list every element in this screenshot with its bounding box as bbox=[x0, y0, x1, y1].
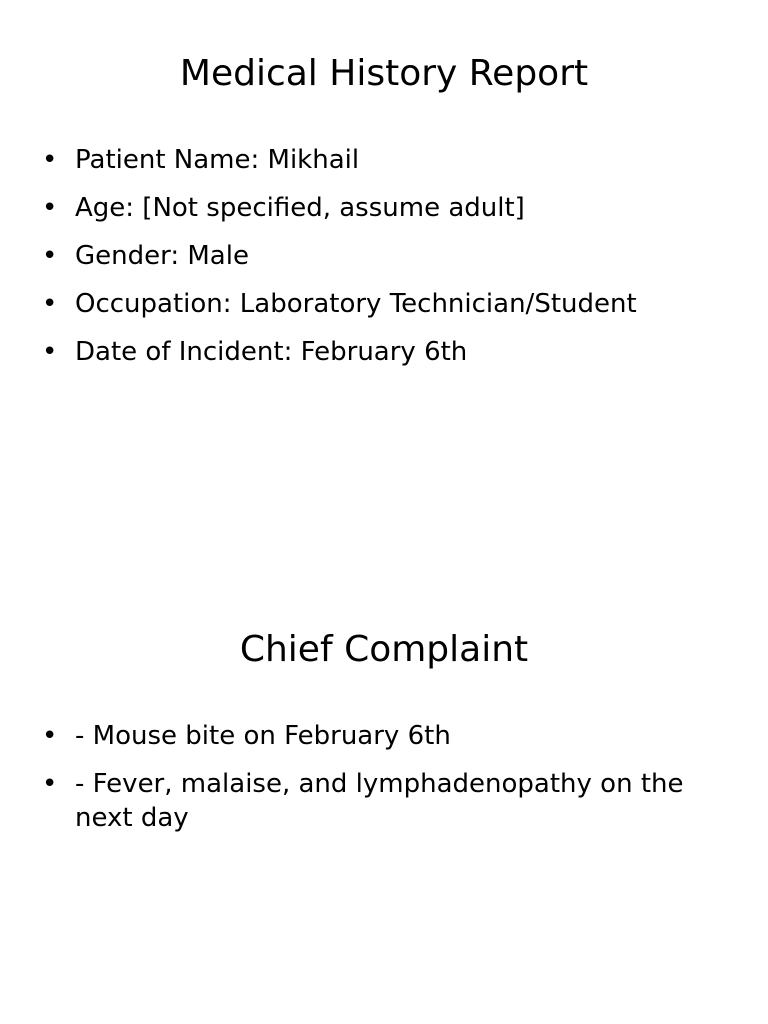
list-item bbox=[40, 719, 730, 753]
bullet-icon: • bbox=[42, 145, 58, 175]
bullet-icon: • bbox=[42, 337, 58, 367]
list-item bbox=[40, 143, 730, 177]
bullet-icon: • bbox=[42, 241, 58, 271]
bullet-icon: • bbox=[42, 193, 58, 223]
list-item bbox=[40, 767, 730, 835]
list-item bbox=[40, 287, 730, 321]
list-item-text: Patient Name: Mikhail bbox=[75, 145, 360, 175]
slide-title: Medical History Report bbox=[179, 53, 589, 94]
slide-title: Chief Complaint bbox=[239, 629, 529, 670]
bullet-icon: • bbox=[42, 769, 58, 799]
list-item bbox=[40, 239, 730, 273]
list-item bbox=[40, 335, 730, 369]
list-item-text: Occupation: Laboratory Technician/Student bbox=[75, 289, 637, 319]
list-item-text: Gender: Male bbox=[75, 241, 249, 271]
list-item-text: - Fever, malaise, and lymphadenopathy on the next day bbox=[75, 769, 684, 833]
bullet-icon: • bbox=[42, 289, 58, 319]
list-item bbox=[40, 191, 730, 225]
list-item-text: - Mouse bite on February 6th bbox=[75, 721, 451, 751]
slide-chief-complaint bbox=[0, 512, 768, 1024]
bullet-icon: • bbox=[42, 721, 58, 751]
list-item-text: Age: [Not specified, assume adult] bbox=[75, 193, 525, 223]
list-item-text: Date of Incident: February 6th bbox=[75, 337, 468, 367]
bullet-list bbox=[40, 719, 730, 849]
bullet-list bbox=[40, 143, 730, 383]
